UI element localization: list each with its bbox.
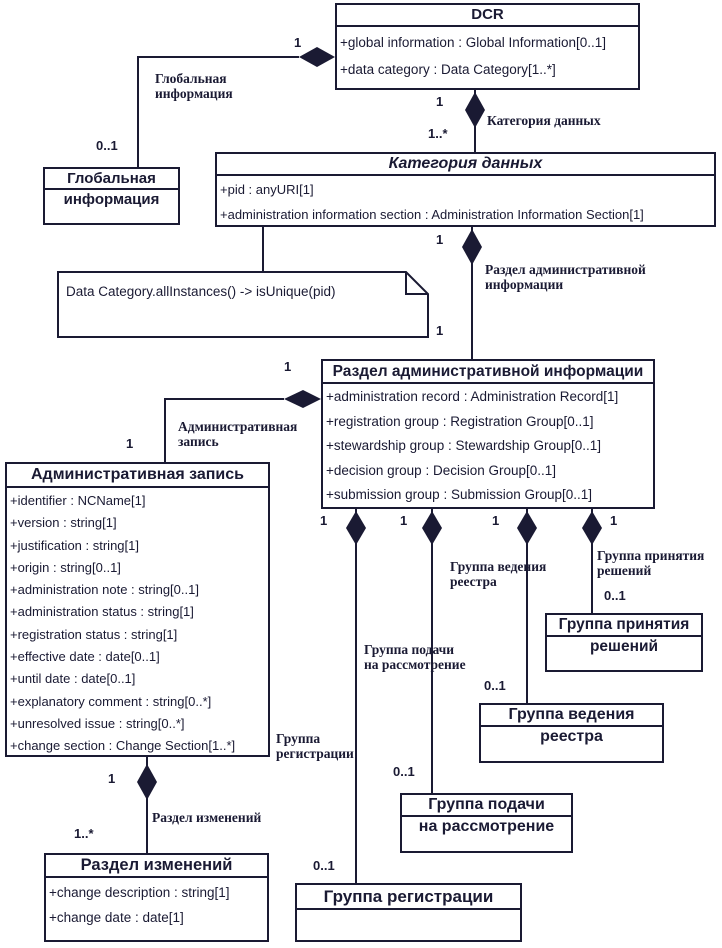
- composition-diamond-icon: [284, 390, 321, 408]
- multiplicity: 1: [436, 232, 444, 247]
- composition-diamond-icon: [346, 511, 366, 545]
- edge-label-admin-record: Административная запись: [178, 419, 298, 449]
- class-attribute: +data category : Data Category[1..*]: [340, 62, 556, 77]
- multiplicity: 0..1: [313, 858, 335, 873]
- edge-label-data-category: Категория данных: [487, 113, 601, 128]
- edge-label-global-information: Глобальная информация: [155, 71, 233, 101]
- class-title: Группа регистрации: [297, 885, 520, 910]
- multiplicity: 1: [284, 359, 292, 374]
- composition-diamond-icon: [517, 511, 537, 545]
- edge-label-stewardship-group: Группа ведения реестра: [450, 559, 547, 589]
- multiplicity: 1: [610, 513, 618, 528]
- multiplicity: 1: [294, 35, 302, 50]
- class-attribute: +administration status : string[1]: [10, 604, 194, 620]
- multiplicity: 1: [320, 513, 328, 528]
- multiplicity: 1: [400, 513, 408, 528]
- multiplicity: 0..1: [393, 764, 415, 779]
- class-attribute: +version : string[1]: [10, 515, 117, 531]
- class-attribute: +pid : anyURI[1]: [220, 182, 314, 197]
- class-title: Группа принятия: [547, 615, 701, 637]
- class-registration-group: [295, 883, 522, 942]
- composition-diamond-icon: [299, 47, 335, 67]
- class-attribute: +administration record : Administration Record[1]: [326, 389, 619, 404]
- class-attribute: +decision group : Decision Group[0..1]: [326, 462, 557, 478]
- class-title: Группа ведения: [481, 705, 662, 727]
- multiplicity: 1: [492, 513, 500, 528]
- edge-label-registration-group: Группа регистрации: [276, 731, 354, 761]
- class-attribute: +effective date : date[0..1]: [10, 649, 160, 665]
- multiplicity: 1..*: [428, 126, 448, 141]
- class-attribute: +change date : date[1]: [49, 910, 184, 925]
- composition-diamond-icon: [582, 511, 602, 545]
- class-title: реестра: [540, 728, 603, 745]
- class-attribute: +global information : Global Information[0..1]: [340, 35, 607, 50]
- class-attribute: +origin : string[0..1]: [10, 559, 121, 575]
- class-title: Категория данных: [217, 154, 714, 176]
- class-title: Раздел административной информации: [323, 361, 653, 384]
- composition-diamond-icon: [137, 764, 157, 800]
- class-admin-record: [5, 462, 270, 757]
- class-attribute: +submission group : Submission Group[0..1]: [326, 487, 593, 502]
- composition-diamond-icon: [422, 511, 442, 545]
- class-change-section: [44, 853, 269, 942]
- multiplicity: 1..*: [74, 826, 94, 841]
- class-attribute: +administration information section : Administration Information Section[1]: [220, 207, 644, 222]
- class-global-information: [43, 167, 180, 225]
- multiplicity: 1: [108, 771, 116, 786]
- class-title: информация: [63, 191, 160, 208]
- class-title: DCR: [337, 5, 638, 27]
- multiplicity: 1: [436, 94, 444, 109]
- class-attribute: +registration status : string[1]: [10, 626, 178, 642]
- multiplicity: 0..1: [484, 678, 506, 693]
- multiplicity: 0..1: [96, 138, 118, 153]
- multiplicity: 1: [126, 436, 134, 451]
- class-attribute: +administration note : string[0..1]: [10, 582, 199, 598]
- edge-label-change-section: Раздел изменений: [152, 810, 262, 825]
- class-decision-group: [545, 613, 703, 672]
- edge-label-admin-info-section: Раздел административной информации: [485, 262, 646, 292]
- class-attribute: +until date : date[0..1]: [10, 671, 136, 687]
- multiplicity: 1: [436, 323, 444, 338]
- edge-label-decision-group: Группа принятия решений: [597, 548, 705, 578]
- class-attribute: +change section : Change Section[1..*]: [10, 738, 236, 754]
- class-title: Группа подачи: [402, 795, 571, 817]
- class-attribute: +change description : string[1]: [49, 885, 230, 900]
- class-submission-group: [400, 793, 573, 853]
- class-attribute: +explanatory comment : string[0..*]: [10, 693, 212, 709]
- note-text: Data Category.allInstances() -> isUnique(pid): [66, 284, 336, 299]
- class-attribute: +unresolved issue : string[0..*]: [10, 715, 185, 731]
- edge-label-submission-group: Группа подачи на рассмотрение: [364, 642, 466, 672]
- class-title: решений: [589, 638, 659, 655]
- note-shape: [58, 272, 428, 337]
- class-title: на рассмотрение: [418, 818, 555, 835]
- class-admin-info-section: [321, 359, 655, 509]
- multiplicity: 0..1: [604, 588, 626, 603]
- class-attribute: +identifier : NCName[1]: [10, 493, 146, 508]
- composition-diamond-icon: [462, 229, 482, 265]
- composition-diamond-icon: [465, 92, 485, 128]
- class-dcr: [335, 3, 640, 90]
- class-stewardship-group: [479, 703, 664, 763]
- class-data-category: [215, 152, 716, 227]
- class-attribute: +registration group : Registration Group[0..1]: [326, 413, 594, 429]
- class-title: Раздел изменений: [46, 855, 267, 878]
- class-title: Административная запись: [7, 464, 268, 488]
- class-title: Глобальная: [45, 169, 178, 190]
- class-attribute: +stewardship group : Stewardship Group[0..1]: [326, 438, 602, 453]
- class-attribute: +justification : string[1]: [10, 537, 139, 553]
